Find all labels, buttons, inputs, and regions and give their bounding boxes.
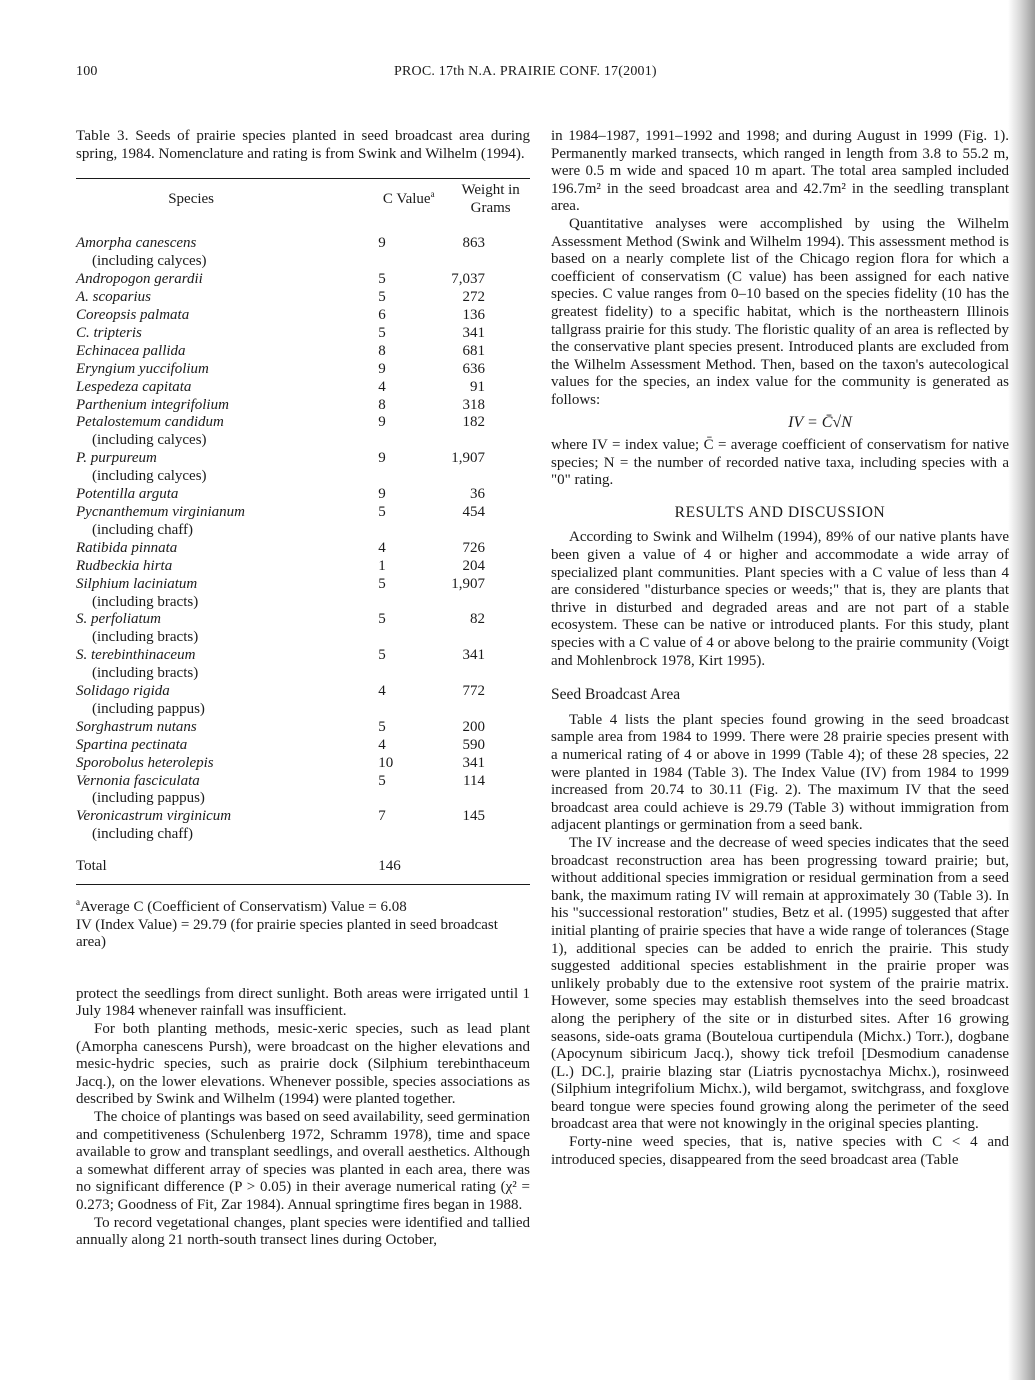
species-name: Echinacea pallida xyxy=(76,342,186,359)
table-row xyxy=(76,773,530,809)
table-row xyxy=(76,558,530,576)
table-row xyxy=(76,504,530,540)
species-cell xyxy=(76,397,366,415)
table-bottom-rule xyxy=(76,884,530,885)
table-row xyxy=(76,808,530,844)
weight-cell: 726 xyxy=(462,539,485,556)
species-cell xyxy=(76,504,366,540)
left-paragraph: The choice of plantings was based on seed availability, seed germination and competitiveness (Schulenberg 1972, Schramm 1978), time and space available to grow and transplant seedlings, and overall aesthetics. Although a somewhat different array of species was planted in each area, there was no significant difference (P > 0.05) in their average numerical rating (χ² = 0.273; Goodness of Fit, Zar 1984). Annual springtime fires began in 1988. xyxy=(76,1109,530,1213)
cvalue-cell: 7 xyxy=(378,808,386,825)
table-row xyxy=(76,379,530,397)
table-row xyxy=(76,414,530,450)
total-label: Total xyxy=(76,858,107,875)
species-cell xyxy=(76,343,366,361)
species-name: P. purpureum xyxy=(76,450,157,467)
species-name: Veronicastrum virginicum xyxy=(76,808,232,825)
total-cvalue: 146 xyxy=(378,858,401,875)
col-cvalue-sup: a xyxy=(430,188,435,199)
weight-cell: 114 xyxy=(463,772,485,789)
weight-cell: 36 xyxy=(470,486,485,503)
weight-cell: 341 xyxy=(462,324,485,341)
species-note: (including pappus) xyxy=(92,790,205,807)
table-row xyxy=(76,486,530,504)
species-name: Solidago rigida xyxy=(76,683,170,700)
weight-cell: 82 xyxy=(470,611,485,628)
table-row xyxy=(76,611,530,647)
right-paragraph: in 1984–1987, 1991–1992 and 1998; and during August in 1999 (Fig. 1). Permanently marked transects, which ranged in length from 3.8 to 55.2 m, were 0.5 m wide and spaced 10 m apart. The total area sampled included 196.7m² in the seed broadcast area and 42.7m² in the seedling transplant area. xyxy=(551,128,1009,215)
species-name: Amorpha canescens xyxy=(76,235,197,252)
right-paragraph: Forty-nine weed species, that is, native species with C < 4 and introduced species, disappeared from the seed broadcast area (Table xyxy=(551,1134,1009,1168)
table-body xyxy=(76,223,530,844)
cvalue-cell: 8 xyxy=(378,342,386,359)
right-paragraph: Quantitative analyses were accomplished by using the Wilhelm Assessment Method (Swink and Wilhelm 1994). This assessment method is based on a nearly complete list of the Chicago region flora for which a coefficient of conservatism (C value) has been assigned for each native species. C value ranges from 0–10 based on the species fidelity (10 has the greatest fidelity) to a specific habitat, which is the northeastern Illinois tallgrass prairie for this study. The floristic quality of an area is reflected by the conservative plant species present. Introduced plants are excluded from the Wilhelm Assessment Method. Then, based on the taxon's autecological values for the species, an index value for the community is generated as follows: xyxy=(551,215,1009,408)
table-row xyxy=(76,647,530,683)
col-header-species: Species xyxy=(168,190,215,207)
page-number: 100 xyxy=(76,64,98,79)
species-note: (including calyces) xyxy=(92,253,207,270)
cvalue-cell: 5 xyxy=(378,271,386,288)
species-name: Parthenium integrifolium xyxy=(76,396,229,413)
species-cell xyxy=(76,289,366,307)
table-row xyxy=(76,540,530,558)
species-note: (including chaff) xyxy=(92,826,193,843)
left-paragraph: To record vegetational changes, plant species were identified and tallied annually along 21 north-south transect lines during October, xyxy=(76,1214,530,1249)
weight-cell: 200 xyxy=(462,718,485,735)
table-footnotes xyxy=(76,899,530,952)
table-header-row xyxy=(76,179,530,223)
species-cell xyxy=(76,719,366,737)
species-name: S. perfoliatum xyxy=(76,611,161,628)
footnote-a-sup: a xyxy=(76,897,80,908)
col-header-weight: Weight in Grams xyxy=(461,182,520,216)
cvalue-cell: 5 xyxy=(378,611,386,628)
species-name: A. scoparius xyxy=(76,289,151,306)
weight-cell: 7,037 xyxy=(451,271,485,288)
right-paragraph: where IV = index value; C̄ = average coefficient of conservatism for native species; N = the number of recorded native taxa, including species with a "0" rating. xyxy=(551,437,1009,489)
table-row xyxy=(76,719,530,737)
table-label: Table 3. xyxy=(76,128,129,144)
cvalue-cell: 4 xyxy=(378,539,386,556)
running-title: PROC. 17th N.A. PRAIRIE CONF. 17(2001) xyxy=(394,64,657,79)
table-row xyxy=(76,307,530,325)
col-header-cvalue xyxy=(366,179,451,223)
weight-cell: 204 xyxy=(462,557,485,574)
species-cell xyxy=(76,450,366,486)
cvalue-cell: 10 xyxy=(378,754,394,771)
right-paragraph: The IV increase and the decrease of weed species indicates that the seed broadcast reconstruction area has been progressing toward prairie; but, without additional species immigration or residual germination from a seed bank, the maximum rating IV will remain at approximately 30 (Table 3). In his "successional restoration" studies, Betz et al. (1995) suggested that after initial planting of prairie species that have a wide range of tolerances (Stage 1), additional species can be added to enrich the prairie. This study suggested additional species establishment in the prairie proper was unlikely probably due to the extensive root system of the prairie matrix. However, some species may establish themselves into the seed broadcast along the periphery of the site or in disturbed sites. After 16 growing seasons, side-oats grama (Bouteloua curtipendula (Michx.) Torr.), dogbane (Apocynum sibiricum Jacq.), showy tick trefoil [Desmodium canadense (L.) DC.], prairie blazing star (Liatris pycnostachya Michx.), rosinweed (Silphium integrifolium Michx.), wild bergamot, switchgrass, and foxglove beard tongue were species found growing along the perimeter of the seed broadcast area that were not knowingly in the original species planting. xyxy=(551,834,1009,1133)
cvalue-cell: 9 xyxy=(378,360,386,377)
col-cvalue-text: C Value xyxy=(382,190,431,207)
species-name: Silphium laciniatum xyxy=(76,575,198,592)
section-title: RESULTS AND DISCUSSION xyxy=(674,503,886,521)
species-name: Andropogon gerardii xyxy=(76,271,203,288)
weight-cell: 318 xyxy=(462,396,485,413)
species-note: (including chaff) xyxy=(92,521,193,538)
table-row xyxy=(76,223,530,271)
right-paragraph: Table 4 lists the plant species found growing in the seed broadcast sample area from 1984 to 1999. There were 28 prairie species present with a numerical rating of 4 or above in 1999 (Table 4); of these 28 species, 22 were planted in 1984 (Table 3). The Index Value (IV) from 1984 to 1999 increased from 20.74 to 30.11 (Fig. 2). The maximum IV that the seed broadcast area could achieve is 29.79 (Table 3) without immigration from adjacent plantings or germination from a seed bank. xyxy=(551,711,1009,834)
cvalue-cell: 5 xyxy=(378,575,386,592)
cvalue-cell: 5 xyxy=(378,324,386,341)
cvalue-cell: 9 xyxy=(378,486,386,503)
species-cell xyxy=(76,325,366,343)
species-name: Rudbeckia hirta xyxy=(76,557,173,574)
species-cell xyxy=(76,361,366,379)
species-note: (including bracts) xyxy=(92,665,199,682)
table-caption xyxy=(76,128,530,163)
weight-cell: 1,907 xyxy=(451,575,485,592)
species-cell xyxy=(76,379,366,397)
cvalue-cell: 6 xyxy=(378,307,386,323)
species-note: (including calyces) xyxy=(92,432,207,449)
cvalue-cell: 1 xyxy=(378,557,386,574)
species-cell xyxy=(76,755,366,773)
index-formula: IV = C̄√N xyxy=(788,413,852,431)
cvalue-cell: 5 xyxy=(378,647,386,664)
table-row xyxy=(76,755,530,773)
table-row xyxy=(76,325,530,343)
species-note: (including pappus) xyxy=(92,700,205,717)
species-name: Sorghastrum nutans xyxy=(76,718,197,735)
species-cell xyxy=(76,773,366,809)
weight-cell: 272 xyxy=(462,289,485,306)
running-header xyxy=(76,64,716,84)
table-row xyxy=(76,576,530,612)
weight-cell: 590 xyxy=(462,736,485,753)
subsection-heading: Seed Broadcast Area xyxy=(551,686,681,704)
cvalue-cell: 5 xyxy=(378,289,386,306)
species-name: Lespedeza capitata xyxy=(76,378,192,395)
table-row xyxy=(76,397,530,415)
footnote-a-text: Average C (Coefficient of Conservatism) Value = 6.08 xyxy=(80,899,407,916)
species-name: Spartina pectinata xyxy=(76,736,188,753)
page-edge-shadow xyxy=(1008,0,1035,1380)
species-cell xyxy=(76,647,366,683)
total-weight xyxy=(451,844,530,884)
species-cell xyxy=(76,558,366,576)
species-name: C. tripteris xyxy=(76,324,142,341)
weight-cell: 91 xyxy=(470,378,485,395)
seed-table xyxy=(76,178,530,952)
weight-cell: 636 xyxy=(462,360,485,377)
cvalue-cell: 9 xyxy=(378,414,386,431)
weight-cell: 863 xyxy=(462,235,485,252)
weight-cell: 772 xyxy=(462,683,485,700)
cvalue-cell: 9 xyxy=(378,450,386,467)
weight-cell: 341 xyxy=(462,647,485,664)
table-row xyxy=(76,450,530,486)
species-cell xyxy=(76,486,366,504)
species-cell xyxy=(76,808,366,844)
table-total-row xyxy=(76,844,530,884)
right-paragraph: According to Swink and Wilhelm (1994), 89% of our native plants have been given a value of 4 or higher and accommodate a wide array of specialized plant communities. Plant species with a C value of less than 4 are considered "disturbance species or weeds;" that is, they are plants that thrive in disturbed and degraded areas and are not part of a stable ecosystem. These can be native or introduced plants. For this study, plant species with a C value of 4 or above belong to the prairie community (Voigt and Mohlenbrock 1978, Kirt 1995). xyxy=(551,529,1009,669)
species-note: (including bracts) xyxy=(92,629,199,646)
cvalue-cell: 5 xyxy=(378,718,386,735)
species-note: (including bracts) xyxy=(92,593,199,610)
species-name: Pycnanthemum virginianum xyxy=(76,503,245,520)
species-cell xyxy=(76,737,366,755)
species-name: Sporobolus heterolepis xyxy=(76,754,214,771)
weight-cell: 1,907 xyxy=(451,450,485,467)
species-cell xyxy=(76,414,366,450)
weight-cell: 145 xyxy=(462,808,485,825)
left-column xyxy=(76,128,530,1250)
cvalue-cell: 4 xyxy=(378,736,386,753)
right-body-text xyxy=(551,128,1009,1169)
species-cell xyxy=(76,611,366,647)
table-row xyxy=(76,683,530,719)
species-name: Petalostemum candidum xyxy=(76,414,224,431)
cvalue-cell: 5 xyxy=(378,503,386,520)
weight-cell: 681 xyxy=(462,342,485,359)
species-name: Vernonia fasciculata xyxy=(76,772,200,789)
left-paragraph: For both planting methods, mesic-xeric species, such as lead plant (Amorpha canescens Pursh), were broadcast on the higher elevations and mesic-hydric species, such as prairie dock (Silphium terebinthaceum Jacq.), on the lower elevations. Whenever possible, species associations as described by Swink and Wilhelm (1994) were planted together. xyxy=(76,1021,530,1108)
footnote-b: IV (Index Value) = 29.79 (for prairie species planted in seed broadcast area) xyxy=(76,916,498,951)
left-paragraph: protect the seedlings from direct sunlight. Both areas were irrigated until 1 July 1984 whenever rainfall was insufficient. xyxy=(76,985,530,1020)
table-caption-text: Seeds of prairie species planted in seed broadcast area during spring, 1984. Nomenclature and rating is from Swink and Wilhelm (1994). xyxy=(76,128,531,162)
cvalue-cell: 4 xyxy=(378,378,386,395)
cvalue-cell: 8 xyxy=(378,396,386,413)
right-column xyxy=(551,128,1009,1169)
table-row xyxy=(76,289,530,307)
species-name: S. terebinthinaceum xyxy=(76,647,196,664)
species-cell xyxy=(76,271,366,289)
species-note: (including calyces) xyxy=(92,468,207,485)
table-row xyxy=(76,361,530,379)
species-cell xyxy=(76,576,366,612)
species-name: Eryngium yuccifolium xyxy=(76,360,209,377)
cvalue-cell: 9 xyxy=(378,235,386,252)
table-row xyxy=(76,343,530,361)
cvalue-cell: 4 xyxy=(378,683,386,700)
species-name: Potentilla arguta xyxy=(76,486,179,503)
species-name: Coreopsis palmata xyxy=(76,307,190,323)
table-row xyxy=(76,271,530,289)
species-cell xyxy=(76,683,366,719)
species-name: Ratibida pinnata xyxy=(76,539,178,556)
weight-cell: 136 xyxy=(462,307,485,323)
species-cell xyxy=(76,540,366,558)
footnote-a xyxy=(76,899,530,917)
weight-cell: 454 xyxy=(462,503,485,520)
weight-cell: 182 xyxy=(462,414,485,431)
left-body-text xyxy=(76,986,530,1250)
species-cell xyxy=(76,307,366,325)
cvalue-cell: 5 xyxy=(378,772,386,789)
species-cell xyxy=(76,223,366,271)
table-row xyxy=(76,737,530,755)
weight-cell: 341 xyxy=(462,754,485,771)
